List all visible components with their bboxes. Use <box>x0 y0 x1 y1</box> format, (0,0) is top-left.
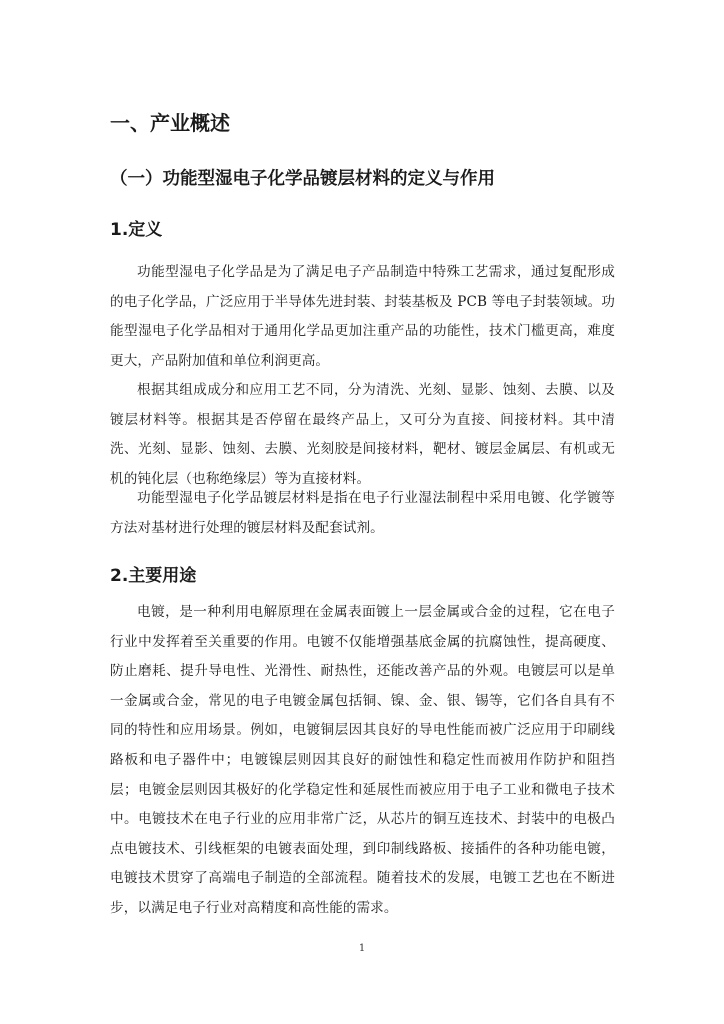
subsection-title: （一）功能型湿电子化学品镀层材料的定义与作用 <box>110 169 495 189</box>
page-number: 1 <box>358 943 366 954</box>
definition-paragraph-1: 功能型湿电子化学品是为了满足电子产品制造中特殊工艺需求，通过复配形成的电子化学品，广泛应用于半导体先进封装、封装基板及 PCB 等电子封装领域。功能型湿电子化学品相对于通用化学品更加注重产品的功能性，技术门槛更高，难度更大，产品附加值和单位利润更高。 <box>110 264 615 369</box>
definition-paragraph-3: 功能型湿电子化学品镀层材料是指在电子行业湿法制程中采用电镀、化学镀等方法对基材进行处理的镀层材料及配套试剂。 <box>110 490 615 536</box>
section-title: 一、产业概述 <box>110 111 230 135</box>
definition-heading: 1.定义 <box>110 220 163 240</box>
usage-paragraph-1: 电镀，是一种利用电解原理在金属表面镀上一层金属或合金的过程，它在电子行业中发挥着至关重要的作用。电镀不仅能增强基底金属的抗腐蚀性，提高硬度、防止磨耗、提升导电性、光滑性、耐热性，还能改善产品的外观。电镀层可以是单一金属或合金，常见的电子电镀金属包括铜、镍、金、银、锡等，它们各自具有不同的特性和应用场景。例如，电镀铜层因其良好的导电性能而被广泛应用于印刷线路板和电子器件中；电镀镍层则因其良好的耐蚀性和稳定性而被用作防护和阻挡层；电镀金层则因其极好的化学稳定性和延展性而被应用于电子工业和微电子技术中。电镀技术在电子行业的应用非常广泛，从芯片的铜互连技术、封装中的电极凸点电镀技术、引线框架的电镀表面处理，到印制线路板、接插件的各种功能电镀，电镀技术贯穿了高端电子制造的全部流程。随着技术的发展，电镀工艺也在不断进步，以满足电子行业对高精度和高性能的需求。 <box>110 604 615 916</box>
usage-heading: 2.主要用途 <box>110 566 197 586</box>
definition-paragraph-2: 根据其组成成分和应用工艺不同，分为清洗、光刻、显影、蚀刻、去膜、以及镀层材料等。根据其是否停留在最终产品上，又可分为直接、间接材料。其中清洗、光刻、显影、蚀刻、去膜、光刻胶是间接材料，靶材、镀层金属层、有机或无机的钝化层（也称绝缘层）等为直接材料。 <box>110 382 615 487</box>
